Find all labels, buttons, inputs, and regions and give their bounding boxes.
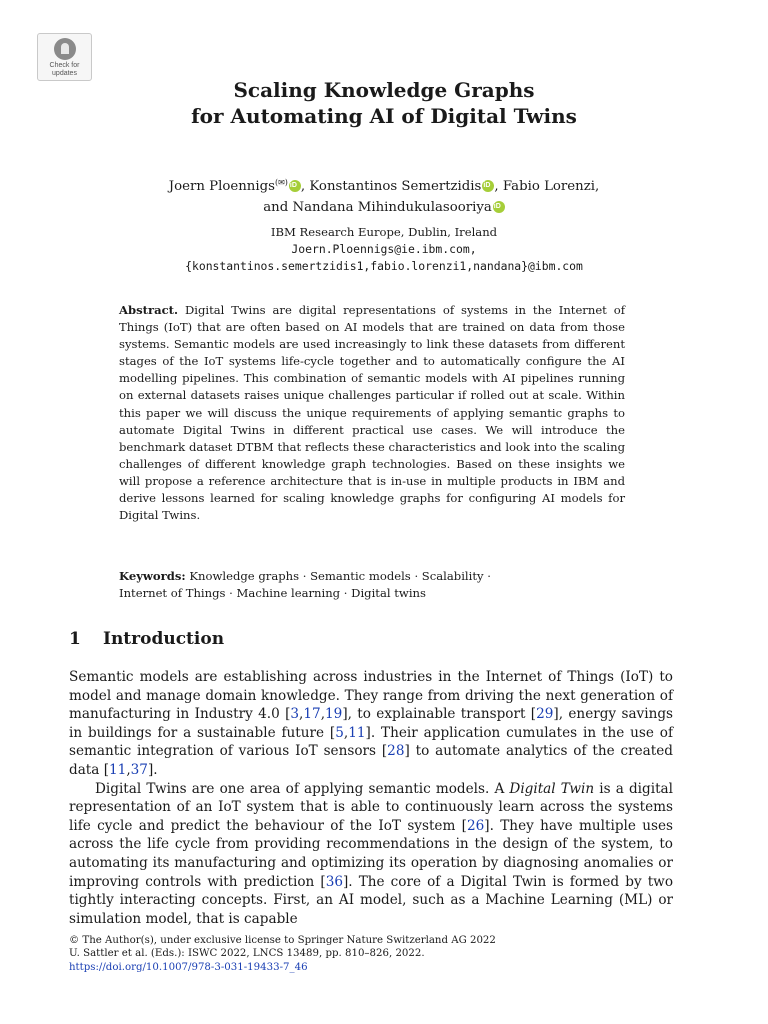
text-run: , [320, 706, 326, 723]
text-run: ], energy savings in buildings for a sustainable future [ [69, 706, 674, 741]
text-run: ], to explainable transport [ [342, 706, 537, 723]
affiliation-org: IBM Research Europe, Dublin, Ireland [270, 225, 498, 239]
orcid-icon[interactable] [493, 201, 505, 213]
author-name: , Fabio Lorenzi, [494, 179, 600, 194]
author-name: Joern Ploennigs [168, 179, 275, 194]
paragraph [69, 780, 673, 929]
keywords [119, 568, 625, 602]
check-updates-icon [54, 38, 76, 60]
abstract [119, 302, 625, 524]
citation-link[interactable]: 28 [387, 743, 405, 760]
citation-link[interactable]: 11 [348, 724, 366, 741]
paper-title [0, 77, 768, 129]
citation-line: U. Sattler et al. (Eds.): ISWC 2022, LNCS 13489, pp. 810–826, 2022. [69, 948, 425, 960]
copyright-line: © The Author(s), under exclusive license to Springer Nature Switzerland AG 2022 [69, 935, 496, 946]
badge-line1: Check for [49, 62, 80, 69]
badge-line2: updates [52, 70, 77, 77]
orcid-icon[interactable] [482, 180, 494, 192]
text-run: ]. Their application cumulates in the use of semantic integration of various IoT sensors [ [69, 724, 673, 760]
text-run: is a digital representation of an IoT system that is able to continuously learn across the systems life cycle and predict the behaviour of the IoT system [ [69, 780, 673, 834]
citation-link[interactable]: 3 [290, 706, 300, 723]
emphasis: Digital Twin [509, 780, 595, 797]
citation-link[interactable]: 26 [466, 817, 485, 834]
citation-link[interactable]: 5 [335, 724, 344, 741]
text-run: , [343, 724, 349, 741]
section-number: 1 [69, 629, 81, 649]
title-line2: for Automating AI of Digital Twins [191, 104, 577, 128]
corresponding-mark: (✉) [274, 178, 288, 187]
copyright-footer [69, 934, 673, 974]
citation-link[interactable]: 37 [130, 761, 148, 778]
email-line: Joern.Ploennigs@ie.ibm.com, [291, 242, 477, 256]
citation-link[interactable]: 36 [325, 873, 343, 890]
citation-link[interactable]: 29 [536, 706, 554, 723]
badge-text [38, 62, 91, 78]
author-name: , Konstantinos Semertzidis [300, 179, 482, 194]
affiliation [0, 224, 768, 275]
doi-link[interactable]: https://doi.org/10.1007/978-3-031-19433-7_46 [69, 961, 308, 973]
keywords-label: Keywords: [119, 569, 186, 583]
text-run: Semantic models are establishing across industries in the Internet of Things (IoT) to model and manage domain knowledge. They range from driving the next generation of manufacturing in Industry 4.0 [ [69, 669, 673, 723]
abstract-label: Abstract. [119, 303, 179, 317]
text-run: Digital Twins are one area of applying semantic models. A [95, 780, 510, 797]
title-line1: Scaling Knowledge Graphs [233, 78, 535, 102]
citation-link[interactable]: 19 [325, 706, 343, 723]
paragraph [69, 668, 673, 780]
text-run: ]. They have multiple uses across the life cycle from providing recommendations in the design of the system, to automating its manufacturing and optimizing its operation by diagnosing anomalies or improving controls with prediction [ [69, 817, 673, 890]
author-name: and Nandana Mihindukulasooriya [263, 200, 492, 215]
section-title: Introduction [103, 629, 225, 649]
author-list [0, 172, 768, 218]
text-run: , [126, 761, 131, 778]
orcid-icon[interactable] [289, 180, 301, 192]
abstract-text: Digital Twins are digital representations of systems in the Internet of Things (IoT) that are often based on AI models that are trained on data from those systems. Semantic models are used increasingly to link these datasets from different stages of the IoT systems life-cycle together and to automatically configure the AI modelling pipelines. This combination of semantic models with AI pipelines running on external datasets raises unique challenges particular if rolled out at scale. Within this paper we will discuss the unique requirements of applying semantic graphs to automate Digital Twins in different practical use cases. We will introduce the benchmark dataset DTBM that reflects these characteristics and look into the scaling challenges of different knowledge graph technologies. Based on these insights we will propose a reference architecture that is in-use in multiple products in IBM and derive lessons learned for scaling knowledge graphs for configuring AI models for Digital Twins. [119, 303, 625, 523]
text-run: , [299, 706, 304, 723]
citation-link[interactable]: 11 [109, 761, 127, 778]
keywords-line1: Knowledge graphs · Semantic models · Scalability · [189, 569, 491, 583]
keywords-line2: Internet of Things · Machine learning · Digital twins [119, 586, 426, 600]
email-line: {konstantinos.semertzidis1,fabio.lorenzi1,nandana}@ibm.com [185, 259, 583, 273]
text-run: ]. The core of a Digital Twin is formed by two tightly interacting concepts. First, an AI model, such as a Machine Learning (ML) or simulation model, that is capable [69, 873, 673, 927]
text-run: ] to automate analytics of the created data [ [69, 743, 673, 778]
body-text [69, 668, 673, 928]
check-for-updates-badge[interactable] [37, 33, 92, 81]
citation-link[interactable]: 17 [303, 706, 321, 723]
section-heading [69, 629, 224, 649]
text-run: ]. [147, 761, 158, 778]
